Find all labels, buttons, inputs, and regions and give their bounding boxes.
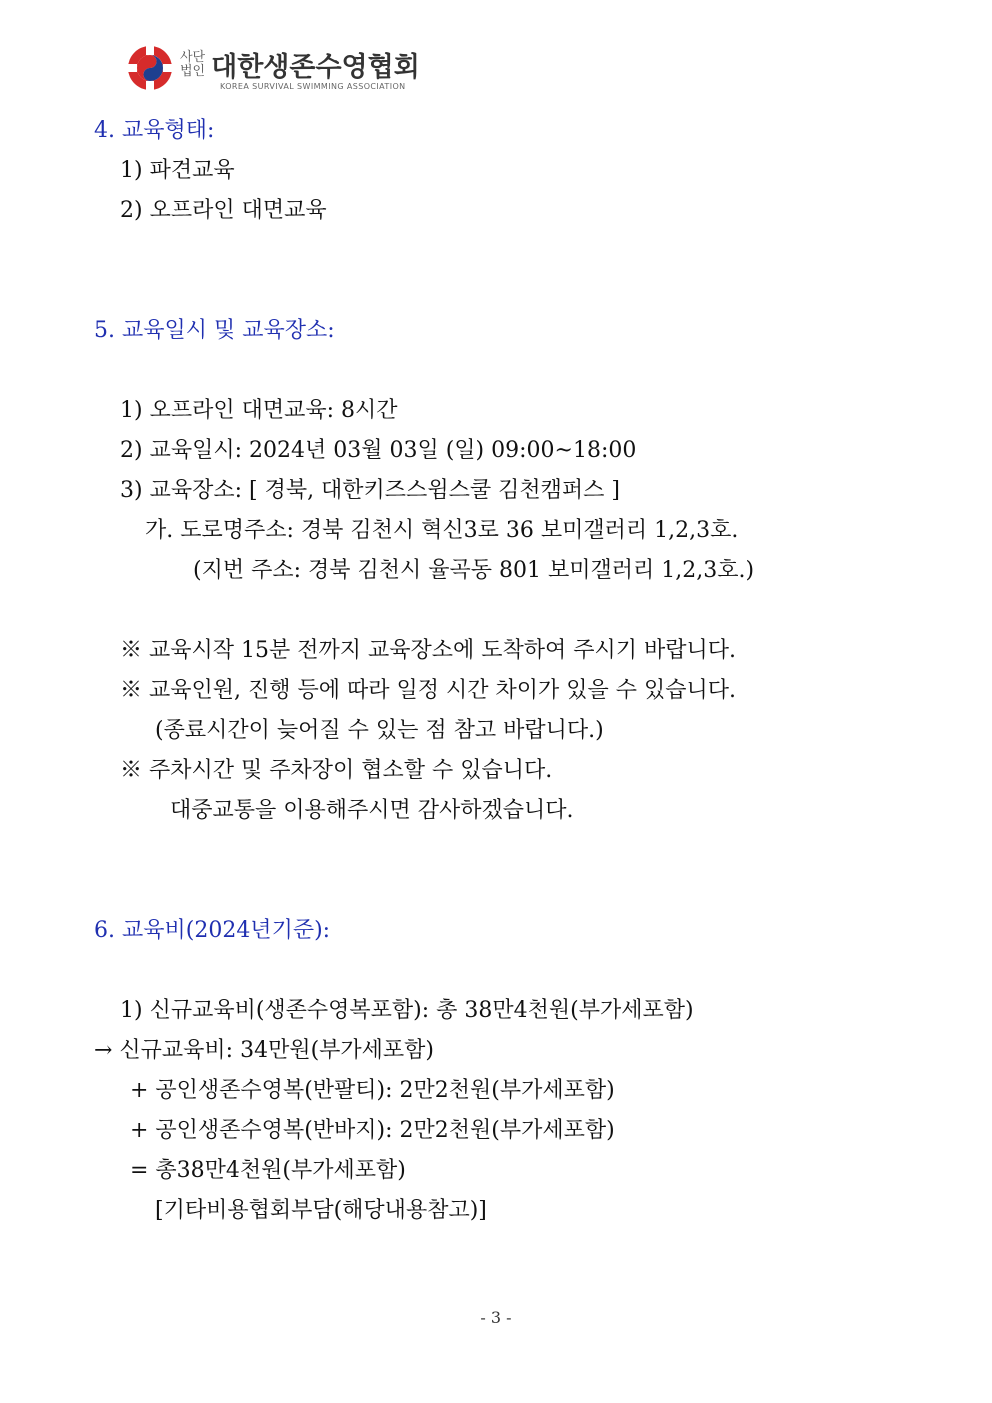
lot-address: (지번 주소: 경북 김천시 율곡동 801 보미갤러리 1,2,3호.) [193, 558, 755, 583]
fee-note: [기타비용협회부담(해당내용참고)] [155, 1198, 487, 1223]
section5-item: 1) 오프라인 대면교육: 8시간 [120, 398, 398, 423]
note: (종료시간이 늦어질 수 있는 점 참고 바랍니다.) [155, 718, 604, 743]
lifebuoy-logo-icon [126, 44, 174, 92]
section5-item: 3) 교육장소: [ 경북, 대한키즈스윔스쿨 김천캠퍼스 ] [120, 478, 620, 503]
page-number: - 3 - [480, 1308, 512, 1327]
org-name: 대한생존수영협회 [211, 52, 420, 83]
note: ※ 주차시간 및 주차장이 협소할 수 있습니다. [120, 758, 553, 783]
note: ※ 교육시작 15분 전까지 교육장소에 도착하여 주시기 바랍니다. [120, 638, 736, 663]
org-prefix-top: 사단 [180, 49, 206, 65]
org-prefix-bottom: 법인 [180, 63, 206, 79]
fee-line: + 공인생존수영복(반팔티): 2만2천원(부가세포함) [130, 1078, 615, 1103]
fee-line: 1) 신규교육비(생존수영복포함): 총 38만4천원(부가세포함) [120, 998, 694, 1023]
section5-heading: 5. 교육일시 및 교육장소: [94, 318, 335, 343]
section4-heading: 4. 교육형태: [94, 118, 215, 143]
section6-heading: 6. 교육비(2024년기준): [94, 918, 331, 943]
fee-line: → 신규교육비: 34만원(부가세포함) [94, 1038, 435, 1063]
note: ※ 교육인원, 진행 등에 따라 일정 시간 차이가 있을 수 있습니다. [120, 678, 736, 703]
org-logo [126, 43, 420, 93]
section4-item: 2) 오프라인 대면교육 [120, 198, 327, 223]
road-address: 가. 도로명주소: 경북 김천시 혁신3로 36 보미갤러리 1,2,3호. [145, 518, 739, 543]
fee-total: = 총38만4천원(부가세포함) [130, 1158, 406, 1183]
org-name-en: KOREA SURVIVAL SWIMMING ASSOCIATION [220, 82, 406, 91]
fee-line: + 공인생존수영복(반바지): 2만2천원(부가세포함) [130, 1118, 615, 1143]
section4-item: 1) 파견교육 [120, 158, 235, 183]
note: 대중교통을 이용해주시면 감사하겠습니다. [170, 798, 574, 823]
section5-item: 2) 교육일시: 2024년 03월 03일 (일) 09:00~18:00 [120, 438, 637, 463]
